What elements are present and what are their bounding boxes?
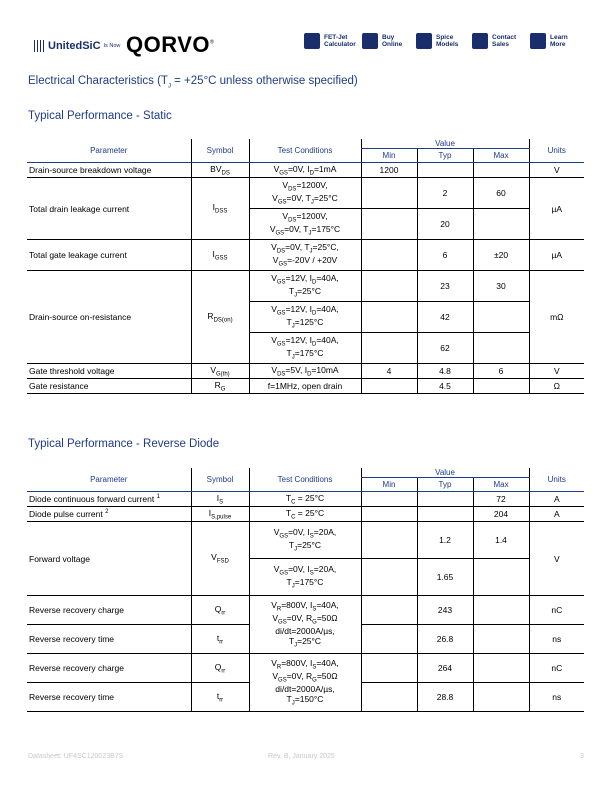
condition-cell: $V_{DS}=5V$, $I_D=10mA$	[249, 364, 361, 379]
col-header-units: Units	[529, 139, 584, 163]
nav-label: FET-Jet Calculator	[324, 34, 356, 48]
param-cell: Reverse recovery charge	[27, 654, 191, 683]
symbol-cell: $R_G$	[191, 379, 249, 394]
param-cell: Diode pulse current $^2$	[27, 507, 191, 522]
max-cell	[473, 379, 529, 394]
symbol-cell: $I_{DSS}$	[191, 178, 249, 240]
condition-cell: $V_R=800V$, $I_S=40A$, $V_{GS}=0V$, $R_G=50\Omega$ di/dt=2000A/µs, $T_J=25^\circ C$	[249, 596, 361, 654]
condition-cell: $V_{GS}=12V$, $I_D=40A$, $T_J=25^\circ C$	[249, 271, 361, 302]
min-cell	[361, 178, 417, 209]
max-cell	[473, 559, 529, 596]
unit-cell: V	[529, 522, 584, 596]
param-cell: Drain-source on-resistance	[27, 271, 191, 364]
nav-label: Contact Sales	[492, 34, 517, 48]
param-cell: Gate threshold voltage	[27, 364, 191, 379]
condition-cell: $T_C = 25^\circ C$	[249, 507, 361, 522]
col-header-test-conditions: Test Conditions	[249, 468, 361, 492]
param-cell: Reverse recovery charge	[27, 596, 191, 625]
max-cell: 6	[473, 364, 529, 379]
typ-cell: 23	[417, 271, 473, 302]
min-cell	[361, 522, 417, 559]
brand-unitedsic: UnitedSiC	[48, 40, 101, 52]
max-cell	[473, 596, 529, 625]
nav-label: Learn More	[550, 34, 568, 48]
min-cell: 4	[361, 364, 417, 379]
unitedsic-logo	[34, 40, 120, 52]
footer-page-number: 3	[580, 753, 584, 760]
col-header-min: Min	[361, 149, 417, 163]
typ-cell: 243	[417, 596, 473, 625]
min-cell	[361, 683, 417, 712]
brand-isnow: Is Now	[103, 43, 121, 49]
min-cell	[361, 240, 417, 271]
condition-cell: $T_C = 25^\circ C$	[249, 492, 361, 507]
condition-cell: $V_{DS}=1200V$, $V_{GS}=0V$, $T_J=175^\circ C$	[249, 209, 361, 240]
min-cell	[361, 302, 417, 333]
typ-cell: 4.5	[417, 379, 473, 394]
nav-sales-link[interactable]	[472, 33, 528, 49]
envelope-icon	[472, 33, 488, 49]
unit-cell: nC	[529, 596, 584, 625]
param-cell: Diode continuous forward current $^1$	[27, 492, 191, 507]
condition-cell: $V_{DS}=1200V$, $V_{GS}=0V$, $T_J=25^\circ C$	[249, 178, 361, 209]
min-cell	[361, 379, 417, 394]
page-header	[0, 0, 612, 62]
col-header-max: Max	[473, 149, 529, 163]
min-cell	[361, 625, 417, 654]
col-header-value: Value	[361, 468, 529, 478]
unit-cell: A	[529, 507, 584, 522]
param-cell: Forward voltage	[27, 522, 191, 596]
col-header-symbol: Symbol	[191, 468, 249, 492]
unit-cell: ns	[529, 625, 584, 654]
max-cell	[473, 209, 529, 240]
symbol-cell: $I_S$	[191, 492, 249, 507]
typ-cell: 26.8	[417, 625, 473, 654]
col-header-units: Units	[529, 468, 584, 492]
param-cell: Total drain leakage current	[27, 178, 191, 240]
static-section-title: Typical Performance - Static	[28, 110, 172, 122]
typ-cell	[417, 507, 473, 522]
max-cell: ±20	[473, 240, 529, 271]
max-cell	[473, 683, 529, 712]
condition-cell: $V_{GS}=0V$, $I_S=20A$, $T_J=175^\circ C$	[249, 559, 361, 596]
brand-qorvo: QORVO	[126, 32, 211, 57]
max-cell: 1.4	[473, 522, 529, 559]
col-header-value: Value	[361, 139, 529, 149]
symbol-cell: $Q_{rr}$	[191, 654, 249, 683]
typ-cell: 20	[417, 209, 473, 240]
calculator-icon	[304, 33, 320, 49]
symbol-cell: $BV_{DS}$	[191, 163, 249, 178]
typ-cell: 28.8	[417, 683, 473, 712]
qorvo-logo: QORVO®	[126, 32, 215, 57]
nav-models-link[interactable]	[416, 33, 472, 49]
min-cell	[361, 209, 417, 240]
max-cell: 72	[473, 492, 529, 507]
symbol-cell: $t_{rr}$	[191, 625, 249, 654]
typ-cell: 1.65	[417, 559, 473, 596]
typ-cell: 2	[417, 178, 473, 209]
footer-revision: Rev. B, January 2025	[268, 753, 335, 760]
condition-cell: $V_R=800V$, $I_S=40A$, $V_{GS}=0V$, $R_G=50\Omega$ di/dt=2000A/µs, $T_J=150^\circ C$	[249, 654, 361, 712]
condition-cell: $V_{GS}=12V$, $I_D=40A$, $T_J=175^\circ C$	[249, 333, 361, 364]
condition-cell: $V_{GS}=0V$, $I_S=20A$, $T_J=25^\circ C$	[249, 522, 361, 559]
typ-cell: 62	[417, 333, 473, 364]
typ-cell	[417, 492, 473, 507]
symbol-cell: $V_{G(th)}$	[191, 364, 249, 379]
static-table	[27, 139, 584, 394]
chip-icon	[416, 33, 432, 49]
min-cell	[361, 507, 417, 522]
reader-icon	[530, 33, 546, 49]
typ-cell: 264	[417, 654, 473, 683]
condition-cell: $V_{GS}=0V$, $I_D=1mA$	[249, 163, 361, 178]
max-cell: 204	[473, 507, 529, 522]
condition-cell: $V_{DS}=0V$, $T_J=25^\circ C$, $V_{GS}=-20V / +20V$	[249, 240, 361, 271]
diode-table	[27, 468, 584, 712]
nav-online-link[interactable]	[362, 33, 418, 49]
symbol-cell: $t_{rr}$	[191, 683, 249, 712]
max-cell	[473, 302, 529, 333]
col-header-symbol: Symbol	[191, 139, 249, 163]
col-header-typ: Typ	[417, 149, 473, 163]
typ-cell: 1.2	[417, 522, 473, 559]
symbol-cell: $I_{S,pulse}$	[191, 507, 249, 522]
max-cell	[473, 163, 529, 178]
param-cell: Total gate leakage current	[27, 240, 191, 271]
symbol-cell: $V_{FSD}$	[191, 522, 249, 596]
cart-icon	[362, 33, 378, 49]
col-header-parameter: Parameter	[27, 139, 191, 163]
min-cell	[361, 492, 417, 507]
min-cell: 1200	[361, 163, 417, 178]
unit-cell: µA	[529, 240, 584, 271]
col-header-parameter: Parameter	[27, 468, 191, 492]
param-cell: Drain-source breakdown voltage	[27, 163, 191, 178]
unit-cell: V	[529, 163, 584, 178]
diode-section-title: Typical Performance - Reverse Diode	[28, 438, 220, 450]
logo-bars-icon	[34, 40, 46, 52]
unit-cell: µA	[529, 178, 584, 240]
typ-cell: 42	[417, 302, 473, 333]
nav-more-link[interactable]	[530, 33, 586, 49]
col-header-typ: Typ	[417, 478, 473, 492]
max-cell	[473, 654, 529, 683]
max-cell	[473, 625, 529, 654]
doc-title: Electrical Characteristics ($T_J = +25^\circ C$ unless otherwise specified)	[28, 75, 358, 90]
nav-calculator-link[interactable]	[304, 33, 360, 49]
min-cell	[361, 596, 417, 625]
max-cell	[473, 333, 529, 364]
max-cell: 30	[473, 271, 529, 302]
min-cell	[361, 559, 417, 596]
typ-cell: 6	[417, 240, 473, 271]
typ-cell	[417, 163, 473, 178]
symbol-cell: $Q_{rr}$	[191, 596, 249, 625]
param-cell: Reverse recovery time	[27, 683, 191, 712]
min-cell	[361, 654, 417, 683]
min-cell	[361, 333, 417, 364]
unit-cell: A	[529, 492, 584, 507]
param-cell: Reverse recovery time	[27, 625, 191, 654]
param-cell: Gate resistance	[27, 379, 191, 394]
nav-label: Buy Online	[382, 34, 403, 48]
col-header-test-conditions: Test Conditions	[249, 139, 361, 163]
footer-datasheet: Datasheet: UF4SC120023B7S	[28, 753, 124, 760]
symbol-cell: $R_{DS(on)}$	[191, 271, 249, 364]
unit-cell: nC	[529, 654, 584, 683]
unit-cell: ns	[529, 683, 584, 712]
condition-cell: f=1MHz, open drain	[249, 379, 361, 394]
col-header-min: Min	[361, 478, 417, 492]
unit-cell: Ω	[529, 379, 584, 394]
max-cell: 60	[473, 178, 529, 209]
condition-cell: $V_{GS}=12V$, $I_D=40A$, $T_J=125^\circ C$	[249, 302, 361, 333]
unit-cell: mΩ	[529, 271, 584, 364]
min-cell	[361, 271, 417, 302]
col-header-max: Max	[473, 478, 529, 492]
nav-label: Spice Models	[436, 34, 459, 48]
unit-cell: V	[529, 364, 584, 379]
typ-cell: 4.8	[417, 364, 473, 379]
symbol-cell: $I_{GSS}$	[191, 240, 249, 271]
